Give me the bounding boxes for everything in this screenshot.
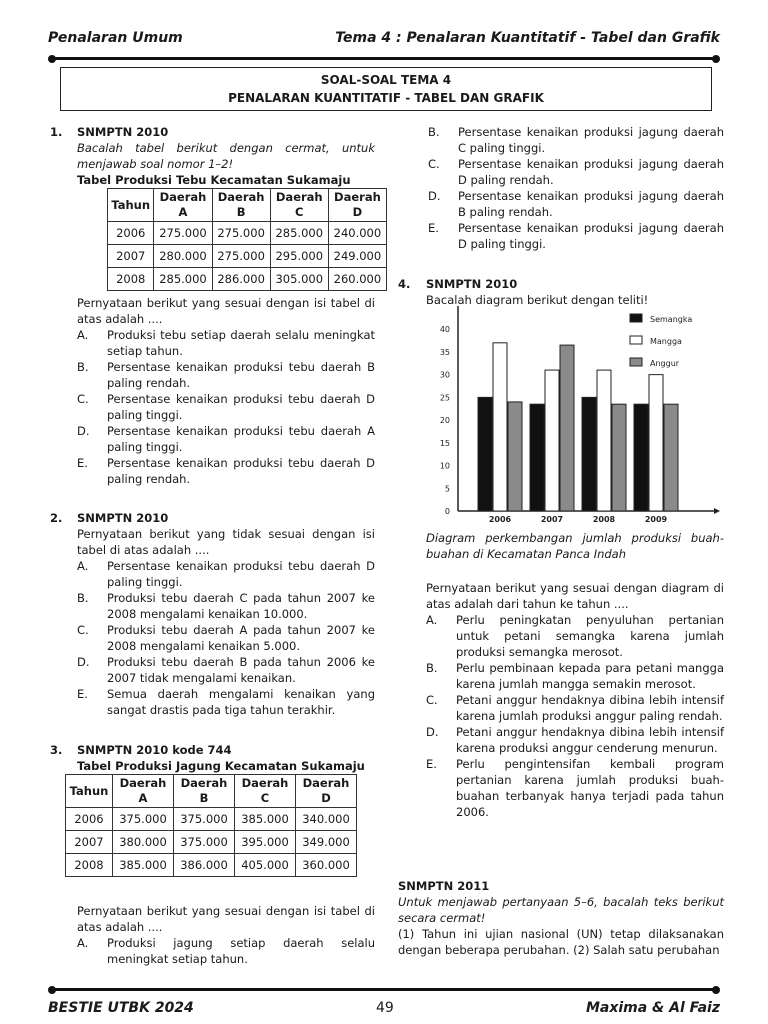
option-letter: D. [77, 655, 90, 669]
option-text: Perlu pembinaan kepada para petani mangga karena jumlah mangga semakin merosot. [456, 661, 724, 691]
option-text: Persentase kenaikan produksi tebu daerah D paling tinggi. [107, 392, 375, 422]
y-tick-label: 30 [439, 370, 450, 380]
table-cell: 2007 [108, 245, 154, 268]
y-tick-label: 0 [444, 507, 450, 516]
option-letter: A. [426, 613, 438, 627]
bar-mangga-2007 [545, 370, 559, 511]
option-letter: E. [77, 687, 88, 701]
table-cell: 286.000 [212, 268, 270, 291]
option-text: Persentase kenaikan produksi jagung daerah B paling rendah. [458, 189, 724, 219]
rule-dot-left [48, 55, 56, 63]
q1-option-d[interactable] [77, 423, 375, 455]
x-tick-label: 2008 [592, 515, 616, 524]
table-cell: 2006 [66, 808, 113, 831]
q1-option-e[interactable] [77, 455, 375, 487]
option-letter: C. [77, 392, 89, 406]
table-header-cell: Daerah D [296, 775, 357, 808]
bar-anggur-2009 [664, 404, 678, 511]
section-title-line1: SOAL-SOAL TEMA 4 [320, 73, 452, 87]
q4-title: SNMPTN 2010 [426, 277, 518, 291]
option-text: Produksi tebu daerah A pada tahun 2007 ke 2008 mengalami kenaikan 5.000. [107, 623, 375, 653]
bar-semangka-2007 [530, 404, 544, 511]
q2-option-e[interactable] [77, 686, 375, 718]
q4-caption: Diagram perkembangan jumlah produksi buah-buahan di Kecamatan Panca Indah [426, 531, 724, 561]
q1-options [77, 327, 375, 487]
q2-option-b[interactable] [77, 590, 375, 622]
table-cell: 285.000 [154, 268, 212, 291]
table-cell: 360.000 [296, 854, 357, 877]
q2-options [77, 558, 375, 718]
question-2 [77, 510, 387, 718]
q3-options-part1 [77, 935, 375, 967]
table-row [66, 808, 357, 831]
q3-option-c[interactable] [428, 156, 724, 188]
option-letter: A. [77, 936, 89, 950]
q4-option-e[interactable] [426, 756, 724, 820]
option-text: Produksi tebu setiap daerah selalu meningkat setiap tahun. [107, 328, 375, 358]
q1-number: 1. [50, 125, 63, 139]
q4-options [426, 612, 724, 820]
q3-table-title: Tabel Produksi Jagung Kecamatan Sukamaju [77, 759, 365, 773]
table-cell: 260.000 [328, 268, 386, 291]
q3-stem: Pernyataan berikut yang sesuai dengan isi tabel di atas adalah .... [77, 904, 375, 934]
y-tick-label: 15 [439, 438, 450, 448]
q1-option-a[interactable] [77, 327, 375, 359]
table-cell: 2006 [108, 222, 154, 245]
q2-option-d[interactable] [77, 654, 375, 686]
option-letter: B. [426, 661, 438, 675]
option-letter: D. [426, 725, 439, 739]
q3-option-a[interactable] [77, 935, 375, 967]
snmptn2011-text: (1) Tahun ini ujian nasional (UN) tetap dilaksanakan dengan beberapa perubahan. (2) Salah satu perubahan [398, 927, 724, 957]
table-header-cell: Daerah B [174, 775, 235, 808]
option-text: Perlu pengintensifan kembali program pertanian karena jumlah produksi buah-buahan terbanyak hanya terjadi pada tahun 2006. [456, 757, 724, 819]
question-4-body [426, 530, 724, 820]
q3-table [65, 774, 357, 877]
option-text: Persentase kenaikan produksi tebu daerah D paling tinggi. [107, 559, 375, 589]
bar-anggur-2006 [508, 402, 522, 511]
q4-option-b[interactable] [426, 660, 724, 692]
legend-swatch-semangka [630, 314, 642, 322]
option-letter: E. [426, 757, 437, 771]
y-tick-label: 10 [439, 461, 450, 471]
table-cell: 249.000 [328, 245, 386, 268]
q4-option-d[interactable] [426, 724, 724, 756]
legend-swatch-mangga [630, 336, 642, 344]
table-cell: 375.000 [174, 831, 235, 854]
y-tick-label: 5 [444, 484, 450, 494]
rule-dot-right [712, 55, 720, 63]
table-header-cell: Daerah B [212, 189, 270, 222]
table-cell: 275.000 [212, 245, 270, 268]
option-text: Persentase kenaikan produksi jagung daerah C paling tinggi. [458, 125, 724, 155]
option-letter: C. [428, 157, 440, 171]
y-tick-label: 40 [439, 325, 450, 335]
option-text: Perlu peningkatan penyuluhan pertanian untuk petani semangka karena jumlah produksi semangka merosot. [456, 613, 724, 659]
option-text: Petani anggur hendaknya dibina lebih intensif karena produksi anggur cenderung menurun. [456, 725, 724, 755]
q1-option-c[interactable] [77, 391, 375, 423]
y-tick-label: 20 [439, 416, 450, 426]
q2-option-a[interactable] [77, 558, 375, 590]
header-rule [52, 57, 716, 60]
table-cell: 385.000 [235, 808, 296, 831]
table-header-cell: Daerah A [113, 775, 174, 808]
y-tick-label: 25 [439, 393, 450, 403]
legend-swatch-anggur [630, 358, 642, 366]
bar-anggur-2007 [560, 345, 574, 511]
table-cell: 375.000 [174, 808, 235, 831]
option-text: Petani anggur hendaknya dibina lebih intensif karena jumlah produksi anggur paling rendah. [456, 693, 724, 723]
table-header-cell: Daerah A [154, 189, 212, 222]
bar-anggur-2008 [612, 404, 626, 511]
snmptn2011-title: SNMPTN 2011 [398, 879, 490, 893]
snmptn-2011-section [398, 878, 724, 958]
table-cell: 405.000 [235, 854, 296, 877]
option-text: Produksi tebu daerah C pada tahun 2007 ke 2008 mengalami kenaikan 10.000. [107, 591, 375, 621]
option-letter: E. [428, 221, 439, 235]
table-cell: 349.000 [296, 831, 357, 854]
table-cell: 285.000 [270, 222, 328, 245]
table-row [108, 268, 387, 291]
q1-title: SNMPTN 2010 [77, 125, 169, 139]
table-row [66, 831, 357, 854]
question-3 [69, 742, 387, 967]
question-1 [77, 124, 387, 487]
bar-mangga-2009 [649, 375, 663, 511]
table-cell: 2008 [66, 854, 113, 877]
q3-title: SNMPTN 2010 kode 744 [77, 743, 232, 757]
q1-table-title: Tabel Produksi Tebu Kecamatan Sukamaju [77, 173, 351, 187]
bar-mangga-2008 [597, 370, 611, 511]
footer-rule [52, 988, 716, 991]
q2-number: 2. [50, 511, 63, 525]
q4-intro: Bacalah diagram berikut dengan teliti! [426, 293, 649, 307]
q4-option-a[interactable] [426, 612, 724, 660]
option-text: Persentase kenaikan produksi jagung daerah D paling tinggi. [458, 221, 724, 251]
page-number: 49 [376, 1000, 394, 1016]
footer-dot-left [48, 986, 56, 994]
q1-intro: Bacalah tabel berikut dengan cermat, untuk menjawab soal nomor 1–2! [77, 141, 375, 171]
bar-mangga-2006 [493, 343, 507, 511]
table-cell: 275.000 [154, 222, 212, 245]
q3-option-e[interactable] [428, 220, 724, 252]
option-letter: A. [77, 559, 89, 573]
option-letter: D. [428, 189, 441, 203]
table-header-cell: Daerah C [235, 775, 296, 808]
option-text: Persentase kenaikan produksi tebu daerah B paling rendah. [107, 360, 375, 390]
table-cell: 2008 [108, 268, 154, 291]
q1-option-b[interactable] [77, 359, 375, 391]
bar-semangka-2006 [478, 397, 492, 511]
x-tick-label: 2006 [488, 515, 512, 524]
section-title-box [60, 67, 712, 111]
table-cell: 240.000 [328, 222, 386, 245]
table-header-cell: Daerah D [328, 189, 386, 222]
option-letter: B. [428, 125, 440, 139]
legend-label-mangga: Mangga [650, 337, 682, 346]
table-cell: 386.000 [174, 854, 235, 877]
table-row [108, 245, 387, 268]
option-text: Produksi tebu daerah B pada tahun 2006 ke 2007 tidak mengalami kenaikan. [107, 655, 375, 685]
table-cell: 280.000 [154, 245, 212, 268]
legend-label-anggur: Anggur [650, 359, 680, 368]
footer-left: BESTIE UTBK 2024 [48, 1000, 194, 1016]
q1-table [107, 188, 387, 291]
table-cell: 2007 [66, 831, 113, 854]
table-header-cell: Tahun [108, 189, 154, 222]
q3-option-d[interactable] [428, 188, 724, 220]
table-cell: 275.000 [212, 222, 270, 245]
option-letter: D. [77, 424, 90, 438]
bar-semangka-2009 [634, 404, 648, 511]
table-cell: 305.000 [270, 268, 328, 291]
x-tick-label: 2007 [540, 515, 564, 524]
option-text: Persentase kenaikan produksi tebu daerah D paling rendah. [107, 456, 375, 486]
q2-option-c[interactable] [77, 622, 375, 654]
table-cell: 375.000 [113, 808, 174, 831]
option-letter: C. [77, 623, 89, 637]
y-tick-label: 35 [439, 347, 450, 357]
table-header-cell: Tahun [66, 775, 113, 808]
legend-label-semangka: Semangka [650, 315, 693, 324]
option-letter: B. [77, 360, 89, 374]
option-letter: B. [77, 591, 89, 605]
option-text: Produksi jagung setiap daerah selalu meningkat setiap tahun. [107, 936, 375, 966]
fruit-production-chart [418, 306, 724, 530]
option-text: Persentase kenaikan produksi tebu daerah A paling tinggi. [107, 424, 375, 454]
table-cell: 395.000 [235, 831, 296, 854]
option-letter: E. [77, 456, 88, 470]
option-letter: C. [426, 693, 438, 707]
q4-option-c[interactable] [426, 692, 724, 724]
q3-options-part2 [400, 124, 724, 252]
x-tick-label: 2009 [644, 515, 668, 524]
question-4 [426, 276, 724, 308]
q2-stem: Pernyataan berikut yang tidak sesuai dengan isi tabel di atas adalah .... [77, 527, 375, 557]
footer-right: Maxima & Al Faiz [585, 1000, 720, 1016]
option-letter: A. [77, 328, 89, 342]
option-text: Semua daerah mengalami kenaikan yang sangat drastis pada tiga tahun terakhir. [107, 687, 375, 717]
table-header-cell: Daerah C [270, 189, 328, 222]
header-left: Penalaran Umum [48, 30, 183, 46]
table-cell: 295.000 [270, 245, 328, 268]
table-row [66, 854, 357, 877]
q3-number: 3. [50, 743, 63, 757]
q4-stem: Pernyataan berikut yang sesuai dengan diagram di atas adalah dari tahun ke tahun .... [426, 581, 724, 611]
snmptn2011-intro: Untuk menjawab pertanyaan 5–6, bacalah teks berikut secara cermat! [398, 895, 724, 925]
table-row [108, 222, 387, 245]
section-title-line2: PENALARAN KUANTITATIF - TABEL DAN GRAFIK [228, 91, 544, 105]
q2-title: SNMPTN 2010 [77, 511, 169, 525]
x-axis-arrow [714, 508, 720, 514]
q3-option-b[interactable] [428, 124, 724, 156]
table-cell: 385.000 [113, 854, 174, 877]
header-right: Tema 4 : Penalaran Kuantitatif - Tabel dan Grafik [335, 30, 720, 46]
q4-number: 4. [398, 277, 411, 291]
option-text: Persentase kenaikan produksi jagung daerah D paling rendah. [458, 157, 724, 187]
q1-stem: Pernyataan berikut yang sesuai dengan isi tabel di atas adalah .... [77, 296, 375, 326]
bar-semangka-2008 [582, 397, 596, 511]
table-cell: 340.000 [296, 808, 357, 831]
table-cell: 380.000 [113, 831, 174, 854]
footer-dot-right [712, 986, 720, 994]
